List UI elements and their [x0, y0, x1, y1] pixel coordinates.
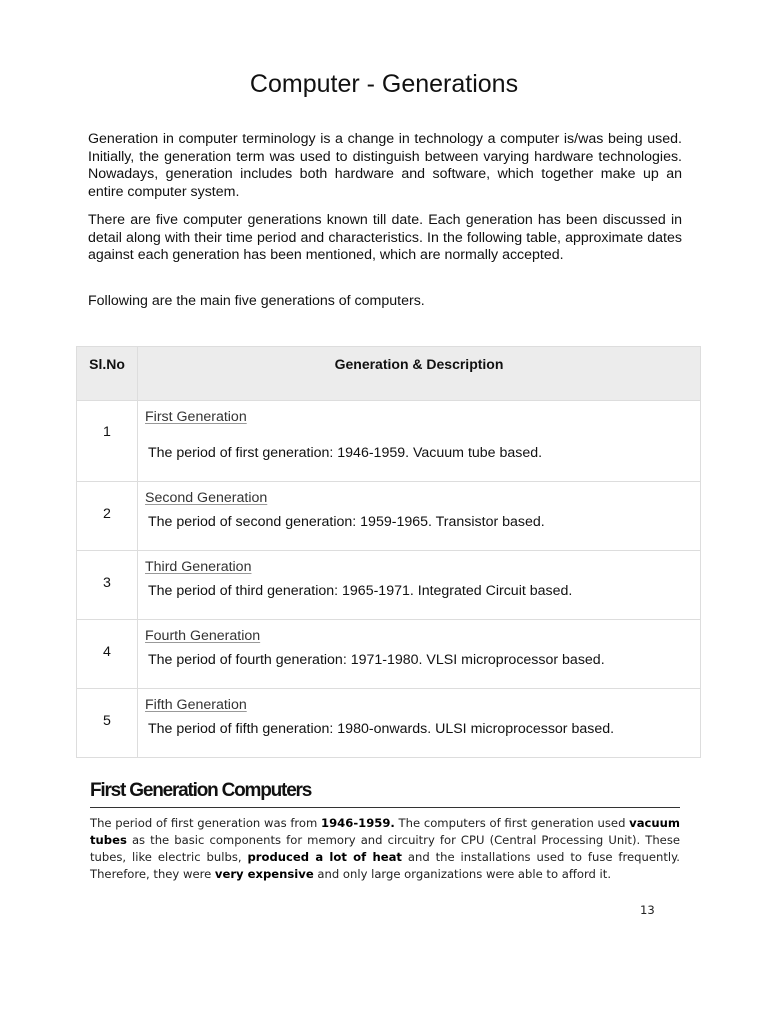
table-row — [77, 401, 701, 482]
first-generation-paragraph — [90, 815, 680, 883]
bold-expensive: very expensive — [214, 867, 314, 881]
row-number: 2 — [77, 482, 138, 551]
page-number: 13 — [640, 903, 655, 917]
text-segment: as the basic components for memory and circuitry for CPU (Central Processing Unit). These tubes, like electric bulbs, — [90, 833, 680, 864]
table-row — [77, 689, 701, 758]
row-description — [138, 620, 701, 689]
generations-table — [76, 346, 701, 758]
generation-period: The period of first generation: 1946-1959. Vacuum tube based. — [148, 445, 543, 461]
row-number: 1 — [77, 401, 138, 482]
generation-period: The period of second generation: 1959-1965. Transistor based. — [148, 514, 545, 530]
row-description — [138, 551, 701, 620]
row-number: 5 — [77, 689, 138, 758]
text-segment: and the installations used to fuse frequently. Therefore, they were — [90, 850, 680, 881]
generation-period: The period of fifth generation: 1980-onwards. ULSI microprocessor based. — [148, 721, 615, 737]
row-description — [138, 689, 701, 758]
text-segment: The period of first generation was from — [90, 816, 322, 830]
generation-period: The period of fourth generation: 1971-1980. VLSI microprocessor based. — [148, 652, 605, 668]
table-header-row — [77, 347, 701, 401]
generation-link[interactable]: First Generation — [145, 409, 247, 425]
row-description — [138, 401, 701, 482]
text-segment: and only large organizations were able to afford it. — [313, 867, 612, 881]
text-segment: The computers of first generation used — [394, 816, 630, 830]
bold-vacuum-tubes: vacuum tubes — [90, 816, 680, 847]
section-divider — [90, 807, 680, 808]
header-sl-no: Sl.No — [77, 347, 138, 401]
table-row — [77, 551, 701, 620]
intro-paragraph-2: There are five computer generations known till date. Each generation has been discussed in detail along with their time period and characteristics. In the following table, approximate dates against each generation has been mentioned, which are normally accepted. — [88, 212, 682, 264]
generation-link[interactable]: Second Generation — [145, 490, 268, 506]
generation-link[interactable]: Fourth Generation — [145, 628, 261, 644]
row-description — [138, 482, 701, 551]
row-number: 4 — [77, 620, 138, 689]
row-number: 3 — [77, 551, 138, 620]
header-generation-description: Generation & Description — [138, 347, 701, 401]
section-heading: First Generation Computers — [90, 780, 312, 801]
intro-paragraph-1: Generation in computer terminology is a change in technology a computer is/was being used. Initially, the generation term was used to distinguish between varying hardware technologies. Nowadays, generation includes both hardware and software, which together make up an entire computer system. — [88, 131, 682, 200]
page-title: Computer - Generations — [249, 70, 519, 98]
generation-link[interactable]: Third Generation — [145, 559, 252, 575]
bold-years: 1946-1959. — [321, 816, 395, 830]
table-row — [77, 620, 701, 689]
table-row — [77, 482, 701, 551]
bold-heat: produced a lot of heat — [247, 850, 402, 864]
generation-period: The period of third generation: 1965-1971. Integrated Circuit based. — [148, 583, 573, 599]
intro-paragraph-3: Following are the main five generations of computers. — [88, 293, 425, 309]
generation-link[interactable]: Fifth Generation — [145, 697, 247, 713]
